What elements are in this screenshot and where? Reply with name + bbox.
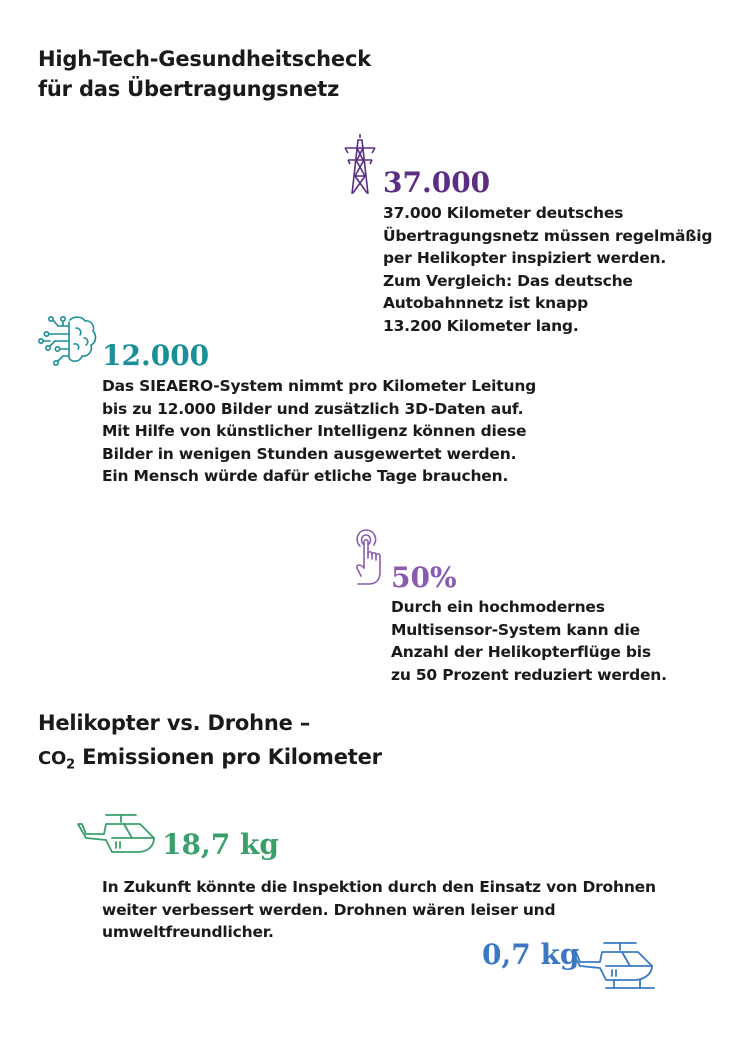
stat-text-line: Übertragungsnetz müssen regelmäßig bbox=[383, 226, 713, 245]
helicopter-icon bbox=[76, 812, 156, 858]
stat-text-line: 13.200 Kilometer lang. bbox=[383, 316, 579, 335]
stat-text-line: Bilder in wenigen Stunden ausgewertet werden. bbox=[102, 444, 517, 463]
page-title-line-2: für das Übertragungsnetz bbox=[38, 77, 340, 101]
stat-text-line: Das SIEAERO-System nimmt pro Kilometer Leitung bbox=[102, 377, 537, 395]
stat-text-line: Mit Hilfe von künstlicher Intelligenz können diese bbox=[102, 422, 527, 440]
comparison-text-line: In Zukunft könnte die Inspektion durch den Einsatz von Drohnen bbox=[102, 878, 656, 896]
stat-text-12000 bbox=[102, 375, 536, 488]
page-title-line-1: High-Tech-Gesundheitscheck bbox=[38, 47, 371, 71]
co2-label: $CO_2$ bbox=[38, 748, 75, 773]
stat-text-line: Zum Vergleich: Das deutsche bbox=[383, 271, 633, 290]
stat-text-line: Ein Mensch würde dafür etliche Tage brauchen. bbox=[102, 467, 509, 485]
comparison-text bbox=[102, 876, 656, 944]
page-title bbox=[38, 44, 371, 104]
comparison-title-line-1: Helikopter vs. Drohne – bbox=[38, 711, 311, 735]
drone-emission-value: 0,7 kg bbox=[482, 938, 580, 971]
helicopter-emission-value: 18,7 kg bbox=[162, 828, 279, 861]
comparison-title-rest: Emissionen pro Kilometer bbox=[82, 745, 382, 769]
stat-text-line: zu 50 Prozent reduziert werden. bbox=[391, 665, 667, 684]
stat-text-37000 bbox=[383, 202, 712, 337]
power-tower-icon bbox=[343, 132, 377, 196]
stat-value-12000: 12.000 bbox=[102, 339, 210, 372]
stat-text-line: per Helikopter inspiziert werden. bbox=[383, 249, 667, 267]
stat-text-line: Autobahnnetz ist knapp bbox=[383, 294, 589, 312]
stat-text-line: Anzahl der Helikopterflüge bis bbox=[391, 643, 651, 661]
drone-icon bbox=[570, 940, 656, 996]
comparison-text-line: umweltfreundlicher. bbox=[102, 923, 274, 941]
comparison-title-line-2 bbox=[38, 742, 382, 781]
stat-value-50: 50% bbox=[391, 561, 457, 594]
ai-brain-icon bbox=[36, 314, 98, 366]
comparison-text-line: weiter verbessert werden. Drohnen wären leiser und bbox=[102, 900, 556, 919]
stat-text-line: 37.000 Kilometer deutsches bbox=[383, 204, 624, 222]
comparison-title bbox=[38, 708, 382, 781]
stat-value-37000: 37.000 bbox=[383, 166, 491, 199]
stat-text-line: Multisensor-System kann die bbox=[391, 620, 640, 639]
stat-text-50 bbox=[391, 596, 667, 686]
stat-text-line: bis zu 12.000 Bilder und zusätzlich 3D-Daten auf. bbox=[102, 399, 524, 418]
touch-hand-icon bbox=[352, 528, 390, 588]
stat-text-line: Durch ein hochmodernes bbox=[391, 598, 605, 616]
